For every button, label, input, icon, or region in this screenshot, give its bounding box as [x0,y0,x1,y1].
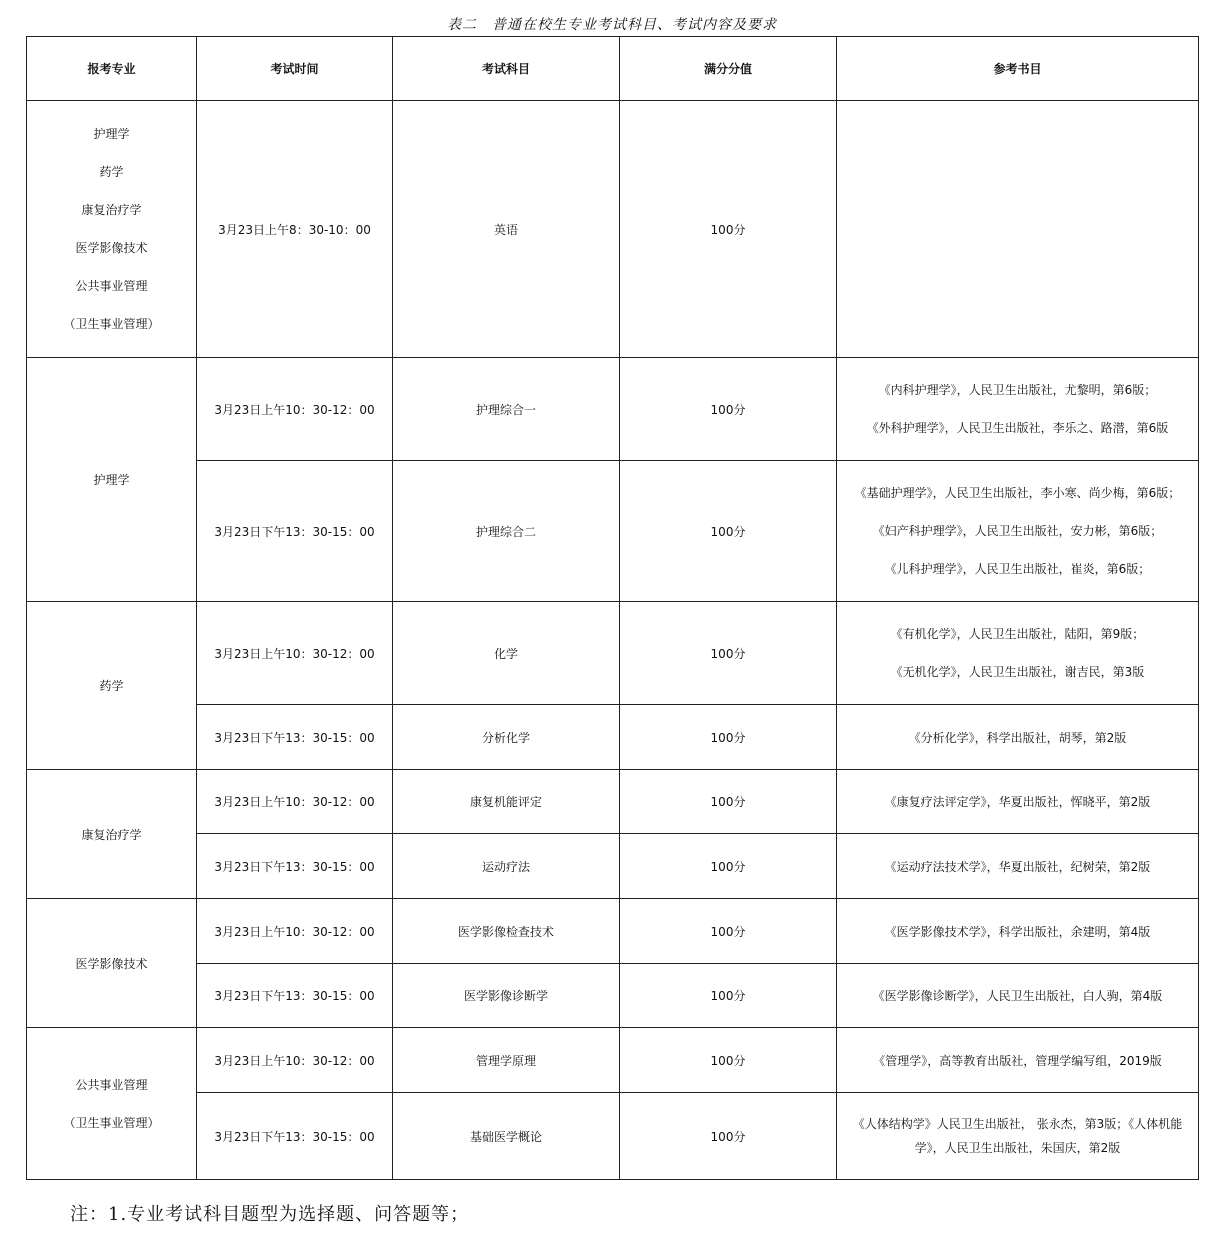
score-cell: 100分 [620,964,837,1028]
time-cell: 3月23日下午13：30-15：00 [197,461,393,602]
score-cell: 100分 [620,770,837,834]
reference-cell: 《有机化学》，人民卫生出版社，陆阳，第9版； 《无机化学》，人民卫生出版社，谢吉民，第3版 [837,602,1199,705]
reference-cell: 《内科护理学》，人民卫生出版社，尤黎明，第6版； 《外科护理学》，人民卫生出版社，李乐之、路潜，第6版 [837,358,1199,461]
header-references: 参考书目 [837,37,1199,101]
subject-cell: 运动疗法 [393,834,620,899]
header-row [27,37,1199,101]
major-cell: 康复治疗学 [27,770,197,899]
major-cell: 护理学 药学 康复治疗学 医学影像技术 公共事业管理 （卫生事业管理） [27,101,197,358]
time-cell: 3月23日上午10：30-12：00 [197,899,393,964]
major-cell: 公共事业管理 （卫生事业管理） [27,1028,197,1180]
table-row [27,899,1199,964]
major-cell: 药学 [27,602,197,770]
score-cell: 100分 [620,834,837,899]
table-row [27,770,1199,834]
score-cell: 100分 [620,1028,837,1093]
reference-cell: 《医学影像诊断学》，人民卫生出版社，白人驹，第4版 [837,964,1199,1028]
reference-cell: 《康复疗法评定学》，华夏出版社，恽晓平，第2版 [837,770,1199,834]
reference-cell: 《分析化学》，科学出版社，胡琴，第2版 [837,705,1199,770]
subject-cell: 护理综合二 [393,461,620,602]
subject-cell: 分析化学 [393,705,620,770]
time-cell: 3月23日上午8：30-10：00 [197,101,393,358]
subject-cell: 医学影像检查技术 [393,899,620,964]
major-cell: 护理学 [27,358,197,602]
table-row [27,964,1199,1028]
subject-cell: 康复机能评定 [393,770,620,834]
subject-cell: 英语 [393,101,620,358]
reference-cell: 《运动疗法技术学》，华夏出版社，纪树荣，第2版 [837,834,1199,899]
reference-cell: 《人体结构学》人民卫生出版社， 张永杰，第3版；《人体机能学》，人民卫生出版社，朱国庆，第2版 [837,1093,1199,1180]
reference-cell: 《管理学》，高等教育出版社，管理学编写组，2019版 [837,1028,1199,1093]
table-row [27,602,1199,705]
time-cell: 3月23日下午13：30-15：00 [197,705,393,770]
table-row [27,1028,1199,1093]
footnote: 注：1.专业考试科目题型为选择题、问答题等； [70,1204,470,1225]
table-row [27,101,1199,358]
score-cell: 100分 [620,358,837,461]
score-cell: 100分 [620,602,837,705]
time-cell: 3月23日下午13：30-15：00 [197,834,393,899]
header-time: 考试时间 [197,37,393,101]
subject-cell: 医学影像诊断学 [393,964,620,1028]
reference-cell: 《医学影像技术学》，科学出版社，余建明，第4版 [837,899,1199,964]
header-subject: 考试科目 [393,37,620,101]
table-row [27,705,1199,770]
major-cell: 医学影像技术 [27,899,197,1028]
time-cell: 3月23日上午10：30-12：00 [197,602,393,705]
table-title: 表二 普通在校生专业考试科目、考试内容及要求 [447,17,777,33]
score-cell: 100分 [620,705,837,770]
time-cell: 3月23日下午13：30-15：00 [197,1093,393,1180]
reference-cell [837,101,1199,358]
time-cell: 3月23日上午10：30-12：00 [197,358,393,461]
subject-cell: 管理学原理 [393,1028,620,1093]
table-row [27,1093,1199,1180]
header-score: 满分分值 [620,37,837,101]
score-cell: 100分 [620,1093,837,1180]
subject-cell: 化学 [393,602,620,705]
score-cell: 100分 [620,101,837,358]
exam-table [26,36,1199,1180]
table-row [27,358,1199,461]
time-cell: 3月23日上午10：30-12：00 [197,1028,393,1093]
time-cell: 3月23日上午10：30-12：00 [197,770,393,834]
reference-cell: 《基础护理学》，人民卫生出版社，李小寒、尚少梅，第6版； 《妇产科护理学》，人民卫生出版社，安力彬，第6版； 《儿科护理学》，人民卫生出版社，崔炎，第6版； [837,461,1199,602]
time-cell: 3月23日下午13：30-15：00 [197,964,393,1028]
table-row [27,461,1199,602]
subject-cell: 基础医学概论 [393,1093,620,1180]
score-cell: 100分 [620,461,837,602]
table-row [27,834,1199,899]
header-major: 报考专业 [27,37,197,101]
subject-cell: 护理综合一 [393,358,620,461]
score-cell: 100分 [620,899,837,964]
